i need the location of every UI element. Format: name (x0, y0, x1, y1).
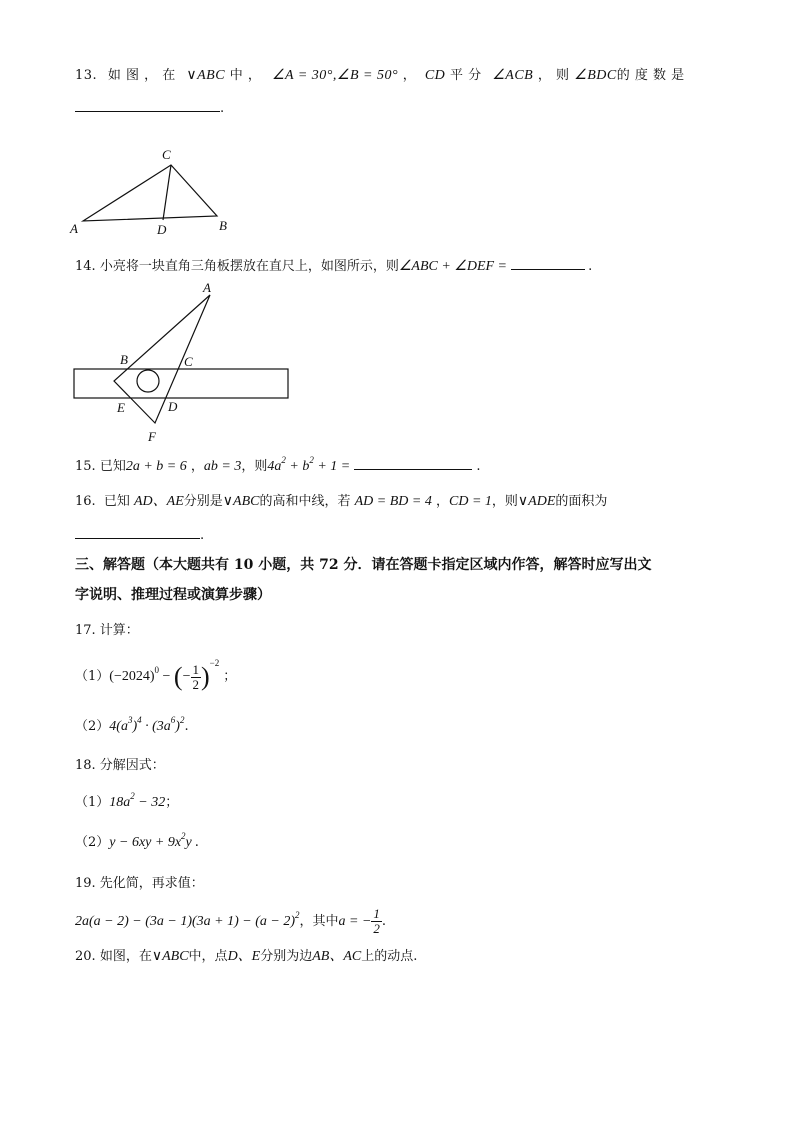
q17-part1 (75, 657, 236, 697)
q17-p1-end: ； (223, 669, 237, 685)
q16-text-c: 的高和中线，若 (259, 494, 351, 509)
q13-angle-expr: ∠A = 30°,∠B = 50° (272, 68, 399, 83)
q14-end: . (588, 259, 593, 274)
question-20 (75, 948, 417, 966)
label-E: E (117, 400, 125, 415)
question-13 (75, 67, 685, 85)
q13-text-e: ， 则 (537, 68, 570, 83)
question-15 (75, 456, 481, 476)
q19-end: . (381, 914, 387, 929)
section-3-heading-line2: 字说明、推理过程或演算步骤） (75, 587, 271, 603)
q16-text-d: ，则 (491, 494, 518, 509)
q18-p2-label: （2） (75, 835, 110, 850)
q14-ruler-figure (60, 280, 300, 450)
q16-abc: ABC (233, 494, 260, 509)
q17-p1-label: （1） (75, 669, 110, 685)
q15-expr3: $4a^2 + b^2 + 1$ = (267, 455, 351, 474)
q20-abc: ABC (162, 949, 189, 964)
q18-title: 18. 分解因式： (75, 758, 165, 773)
q13-text-f: 的 度 数 是 (616, 68, 685, 83)
q17-p2-end: . (184, 719, 189, 734)
q18-p2-end: . (194, 835, 199, 850)
q18-p2-expr: $y - 6xy + 9x^2y$ (109, 831, 192, 850)
q13-answer-line (75, 98, 224, 118)
label-A: A (203, 280, 211, 295)
q17-title: 17. 计算： (75, 623, 139, 638)
label-A: A (70, 221, 78, 236)
q20-text-c: 分别为边 (260, 949, 313, 964)
q16-text-e: 的面积为 (555, 494, 608, 509)
q15-end: . (476, 459, 481, 474)
triangle-symbol: ∨ (222, 494, 234, 509)
q13-abc: ABC (197, 68, 226, 83)
q16-sep: ， (435, 494, 449, 509)
q20-number: 20. (75, 949, 96, 964)
q14-answer-blank[interactable] (511, 256, 585, 270)
label-C: C (184, 354, 193, 369)
q13-triangle-figure (65, 143, 245, 243)
q20-text-a: 如图，在 (99, 949, 152, 964)
q18-p1-end: ； (165, 795, 179, 810)
q14-expr: ∠ABC + ∠DEF = (398, 259, 507, 274)
triangle-symbol: ∨ (186, 68, 198, 83)
q13-text-d: 平 分 (449, 68, 482, 83)
section-3-heading-line1: 三、解答题（本大题共有 10 小题，共 72 分．请在答题卡指定区域内作答，解答时应写出文 (75, 557, 652, 573)
q19-expression (75, 904, 386, 940)
triangle-symbol: ∨ (151, 949, 163, 964)
q15-text-b: ，则 (241, 459, 268, 474)
q15-sep: ， (190, 459, 204, 474)
q15-expr1: 2a + b = 6 (125, 459, 187, 474)
q18-p1-expr: $18a^2 - 32$ (109, 791, 166, 810)
q15-expr2: ab = 3 (203, 459, 242, 474)
q13-number: 13. (75, 68, 98, 83)
q20-de: D、E (227, 949, 261, 964)
q15-text-a: 已知 (99, 459, 126, 474)
q18-part1 (75, 791, 179, 812)
q18-part2 (75, 831, 199, 852)
q19-title: 19. 先化简，再求值： (75, 876, 204, 891)
q17-p2-label: （2） (75, 719, 110, 734)
q16-text-b: 分别是 (183, 494, 223, 509)
question-14 (75, 256, 592, 276)
q14-number: 14. (75, 259, 96, 274)
q16-answer-line (75, 525, 204, 545)
label-B: B (219, 218, 227, 233)
q15-number: 15. (75, 459, 96, 474)
question-16 (75, 493, 607, 511)
q16-ad-ae: AD、AE (133, 494, 184, 509)
q16-expr2: CD = 1 (449, 494, 492, 509)
label-D: D (168, 399, 178, 414)
q16-ade: ADE (528, 494, 556, 509)
q14-text-a: 小亮将一块直角三角板摆放在直尺上，如图所示，则 (99, 259, 399, 274)
q20-ab-ac: AB、AC (312, 949, 362, 964)
q20-text-b: 中，点 (188, 949, 228, 964)
q17-p2-expr: $4(a^3)^4 \cdot (3a^6)^2$ (109, 715, 185, 734)
q17-p1-expr: $(-2024)^0$ − (− $\frac{1}{2}$ )$^{-2}$ (109, 658, 220, 692)
q13-bdc: ∠BDC (574, 68, 617, 83)
q17-part2 (75, 715, 189, 736)
q20-text-d: 上的动点. (361, 949, 418, 964)
q16-end: . (200, 528, 205, 543)
q13-text-a: 如 图 ， 在 (107, 68, 176, 83)
q13-end: . (220, 101, 225, 116)
triangle-symbol: ∨ (517, 494, 529, 509)
label-C: C (162, 147, 171, 162)
q13-text-c: ， (402, 68, 417, 83)
q18-p1-label: （1） (75, 795, 110, 810)
q19-a-value: a = − $\frac{1}{2}$ (338, 906, 380, 937)
q13-cd: CD (424, 68, 446, 83)
label-B: B (120, 352, 128, 367)
q16-answer-blank[interactable] (75, 525, 200, 539)
q13-acb: ∠ACB (492, 68, 534, 83)
q16-number: 16. (75, 494, 96, 509)
label-F: F (148, 429, 156, 444)
q13-answer-blank[interactable] (75, 98, 220, 112)
q19-expr: $2a(a - 2) - (3a - 1)(3a + 1) - (a - 2)^2$ (75, 910, 300, 929)
q16-text-a: 已知 (103, 494, 130, 509)
q16-expr1: AD = BD = 4 (354, 494, 432, 509)
label-D: D (157, 222, 167, 237)
q15-answer-blank[interactable] (354, 456, 472, 470)
q13-text-b: 中 ， (229, 68, 262, 83)
q19-text: ，其中 (299, 914, 339, 929)
